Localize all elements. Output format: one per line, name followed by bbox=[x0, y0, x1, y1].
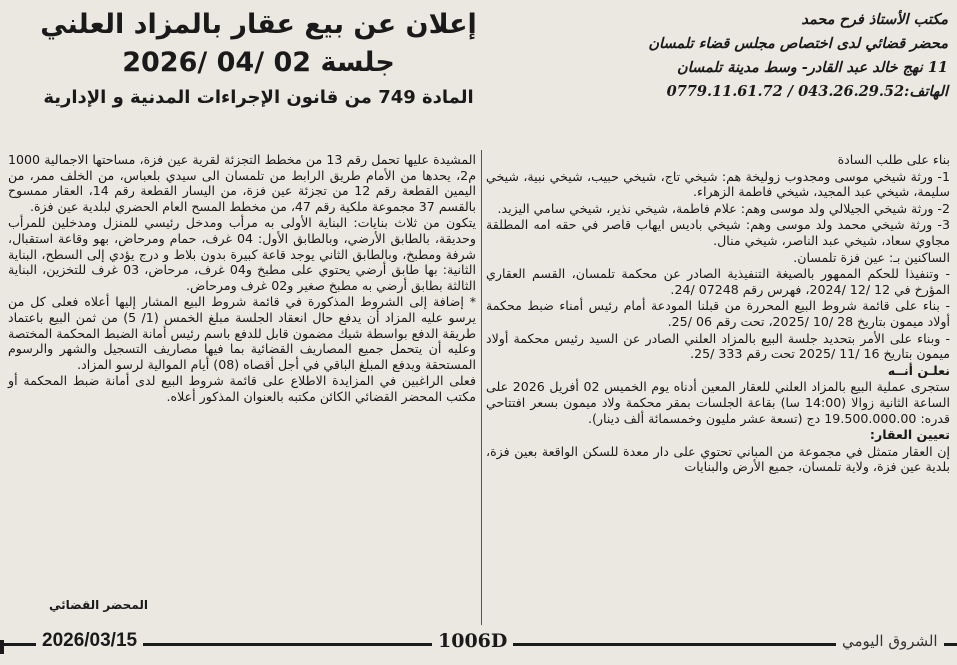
section-heading: تعيين العقار: bbox=[869, 427, 950, 443]
paragraph: الساكنين بـ: عين فزة تلمسان. bbox=[793, 249, 950, 265]
column-divider bbox=[481, 150, 482, 625]
section-heading: نعلـن أنــه bbox=[887, 362, 950, 378]
paragraph: إن العقار متمثل في مجموعة من المباني تحتوي على دار معدة للسكن الواقعة بعين فزة، بلدية عين فزة، ولاية تلمسان، جميع الأرض والبنايات bbox=[486, 443, 950, 475]
left-column bbox=[8, 152, 476, 406]
paragraph: 3- ورثة شيخي محمد ولد موسى وهم: شيخي باديس ايهاب قاصر في حقه امه المطلقة مجاوي سعاد، شيخي عبد الناصر، شيخي منال. bbox=[486, 217, 950, 248]
newspaper-logo: الشروق اليومي bbox=[836, 632, 944, 650]
paragraph: * إضافة إلى الشروط المذكورة في قائمة شروط البيع المشار إليها أعلاه فعلى كل من يرسو عليه المزاد أن يدفع حال انعقاد الجلسة مبلغ الخمس (1/ 5) من ثمن البيع باعتماد طريقة الدفع بواسطة شيك مضمون قابل للدفع باسم رئيس أمانة الضبط المحكمة المختصة وعليه أن يتحمل جميع المصاريف القضائية بما فيها مصاريف التسجيل والشهر والرسوم المستحقة ويدفع المبلغ الباقي في أجل أقصاه (08) أيام الموالية لرسو المزاد. bbox=[8, 294, 477, 372]
office-name: مكتب الأستاذ فرح محمد bbox=[801, 11, 948, 28]
paragraph: - وبناء على الأمر بتحديد جلسة البيع بالمزاد العلني الصادر عن السيد رئيس محكمة أولاد ميمون بتاريخ 16 /11 /2025 تحت رقم 333 /25. bbox=[486, 330, 950, 362]
paragraph: - وتنفيذا للحكم الممهور بالصيغة التنفيذية الصادر عن محكمة تلمسان، القسم العقاري المؤرخ في 12 /12 /2024، فهرس رقم 07248 /24. bbox=[486, 266, 950, 297]
title-main: إعلان عن بيع عقار بالمزاد العلني bbox=[40, 9, 477, 40]
paragraph: المشيدة عليها تحمل رقم 13 من مخطط التجزئة لقرية عين فزة، مساحتها الاجمالية 1000 م2، يحدها من الأمام طريق الرابط من تلمسان الى سيدي بلعباس، من الخلف ممر، من اليمين القطعة رقم 12 من تجزئة عين فزة، من اليسار القطعة رقم 14، العقار ممسوح بالقسم 37 مجموعة ملكية رقم 47، من مخطط المسح العام الحضري لبلدية عين فزة. bbox=[8, 152, 476, 214]
paragraph: فعلى الراغبين في المزايدة الاطلاع على قائمة شروط البيع لدى أمانة ضبط المحكمة أو مكتب المحضر القضائي الكائن مكتبه بالعنوان المذكور أعلاه. bbox=[8, 373, 476, 404]
paragraph: 2- ورثة شيخي الجيلالي ولد موسى وهم: علام فاطمة، شيخي نذير، شيخي سامي اليزيد. bbox=[497, 200, 950, 216]
right-column bbox=[486, 152, 950, 476]
auction-title bbox=[40, 6, 477, 146]
paragraph: - بناء على قائمة شروط البيع المحررة من قبلنا المودعة أمام رئيس أمناء ضبط محكمة أولاد ميمون بتاريخ 28 /10 /2025، تحت رقم 06 /25. bbox=[486, 298, 950, 329]
footer-tick bbox=[0, 640, 4, 654]
footer-code: 1006D bbox=[432, 630, 513, 652]
office-phone: الهاتف:043.26.29.52 / 0779.11.61.72 bbox=[666, 83, 948, 100]
title-legal-article: المادة 749 من قانون الإجراءات المدنية و الإدارية bbox=[43, 87, 474, 108]
title-session-date: جلسة 02 /04 /2026 bbox=[122, 47, 395, 78]
office-address: 11 نهج خالد عبد القادر- وسط مدينة تلمسان bbox=[676, 59, 948, 76]
office-role: محضر قضائي لدى اختصاص مجلس قضاء تلمسان bbox=[648, 35, 948, 52]
paragraph: 1- ورثة شيخي موسى ومجدوب زوليخة هم: شيخي تاج، شيخي حبيب، شيخي نبية، شيخي سليمة، شيخي عبد المجيد، شيخي فاطمة الزهراء. bbox=[486, 168, 950, 200]
footer-date: 2026/03/15 bbox=[36, 630, 143, 652]
paragraph: بناء على طلب السادة bbox=[837, 152, 950, 167]
signature: المحضر القضائي bbox=[48, 598, 148, 612]
paragraph: يتكون من ثلاث بنايات: البناية الأولى به مرأب ومدخل رئيسي للمنزل ومدخلين للمرأب وحديقة، بالطابق الأرضي، وبالطابق الأول: 04 غرف، حمام ومرحاض، بهو وقاعة استقبال، شرفة ومطبخ، وبالطابق الثاني يوجد قاعة كبيرة بدون بلاط و درج يؤدي إلى السطح، البناية الثانية: بها طابق أرضي يحتوي على مطبخ و04 غرف، مرحاض، 03 غرف للتخزين، البناية الثالثة بطابق أرضي به مطبخ صغير و02 غرف ومرحاض. bbox=[8, 215, 476, 293]
paragraph: ستجرى عملية البيع بالمزاد العلني للعقار المعين أدناه يوم الخميس 02 أفريل 2026 على الساعة الثانية زوالا (14:00 سا) بقاعة الجلسات بمقر محكمة ولاد ميمون بسعر افتتاحي قدره: 19.500.000.00 دج (تسعة عشر مليون وخمسمائة ألف دينار). bbox=[486, 379, 950, 426]
bailiff-office-header bbox=[490, 8, 948, 104]
